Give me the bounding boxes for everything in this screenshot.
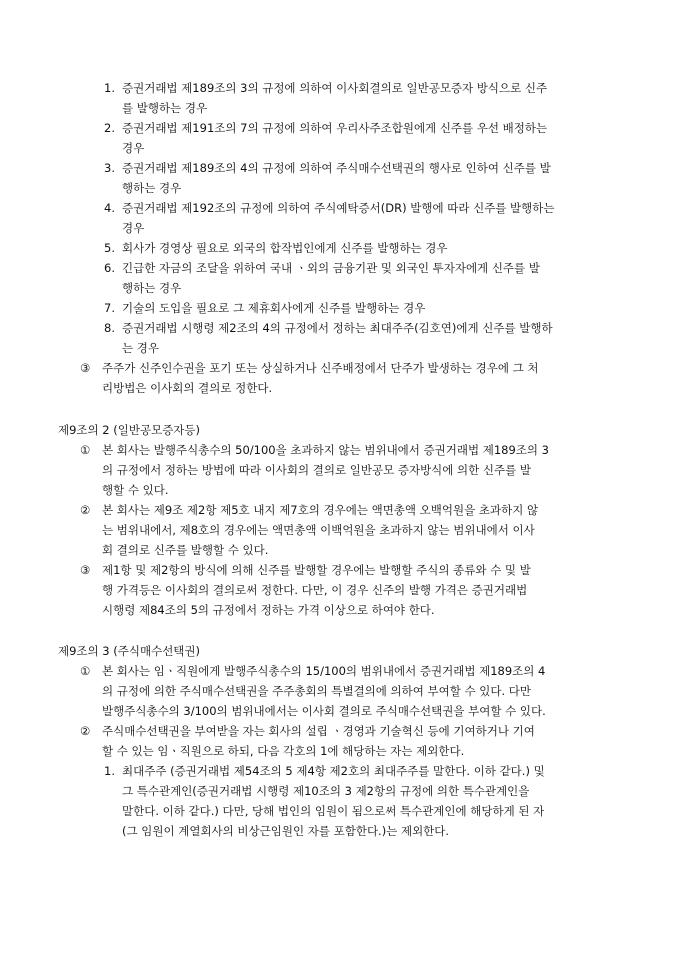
para-mark: ① bbox=[80, 443, 91, 457]
para-line: 리방법은 이사회의 결의로 정한다. bbox=[102, 381, 273, 395]
item-line: 말한다. 이하 같다.) 다만, 당해 법인의 임원이 됨으로써 특수관계인에 해당하게 된 자 bbox=[122, 804, 545, 818]
article-9-3-title: 제9조의 3 (주식매수선택권) bbox=[58, 644, 201, 658]
para-mark: ③ bbox=[80, 361, 91, 375]
para-line: ③ 제1항 및 제2항의 방식에 의해 신주를 발행할 경우에는 발행할 주식의 종류와 수 및 발 bbox=[80, 560, 531, 580]
item-line: (그 임원이 계열회사의 비상근임원인 자를 포함한다.)는 제외한다. bbox=[122, 824, 450, 838]
item-line: 3. 증권거래법 제189조의 4의 규정에 의하여 주식매수선택권의 행사로 인하여 신주를 발 bbox=[104, 161, 551, 175]
para-mark: ① bbox=[80, 664, 91, 678]
item-line: 경우 bbox=[122, 141, 145, 155]
item-line: 행하는 경우 bbox=[122, 281, 182, 295]
para-line: 행할 수 있다. bbox=[102, 483, 169, 497]
para-line: ① 본 회사는 발행주식총수의 50/100을 초과하지 않는 범위내에서 증권거래법 제189조의 3 bbox=[80, 440, 549, 460]
item-line: 8. 증권거래법 시행령 제2조의 4의 규정에서 정하는 최대주주(김호연)에게 신주를 발행하 bbox=[104, 321, 553, 335]
para-line: ② 본 회사는 제9조 제2항 제5호 내지 제7호의 경우에는 액면총액 오백억원을 초과하지 않 bbox=[80, 500, 538, 520]
item-line: 6. 긴급한 자금의 조달을 위하여 국내 ㆍ외의 금융기관 및 외국인 투자자에게 신주를 발 bbox=[104, 261, 540, 275]
item-line: 는 경우 bbox=[122, 341, 159, 355]
para-line: ② 주식매수선택권을 부여받을 자는 회사의 설립 ㆍ경영과 기술혁신 등에 기여하거나 기여 bbox=[80, 721, 535, 741]
para-line: ③ 주주가 신주인수권을 포기 또는 상실하거나 신주배정에서 단주가 발생하는 경우에 그 처 bbox=[80, 358, 538, 378]
para-line: 행 가격등은 이사회의 결의로써 정한다. 다만, 이 경우 신주의 발행 가격은 증권거래법 bbox=[102, 583, 528, 597]
para-mark: ② bbox=[80, 724, 91, 738]
item-line: 경우 bbox=[122, 221, 145, 235]
para-line: ① 본 회사는 임ㆍ직원에게 발행주식총수의 15/100의 범위내에서 증권거래법 제189조의 4 bbox=[80, 661, 545, 681]
item-line: 4. 증권거래법 제192조의 규정에 의하여 주식예탁증서(DR) 발행에 따라 신주를 발행하는 bbox=[104, 201, 555, 215]
item-line: 7. 기술의 도입을 필요로 그 제휴회사에게 신주를 발행하는 경우 bbox=[104, 301, 426, 315]
item-line: 행하는 경우 bbox=[122, 181, 182, 195]
para-mark: ② bbox=[80, 503, 91, 517]
para-line: 의 규정에 의한 주식매수선택권을 주주총회의 특별결의에 의하여 부여할 수 있다. 다만 bbox=[102, 684, 532, 698]
item-line: 를 발행하는 경우 bbox=[122, 101, 208, 115]
para-line: 발행주식총수의 3/100의 범위내에서는 이사회 결의로 주식매수선택권을 부여할 수 있다. bbox=[102, 704, 546, 718]
para-line: 의 규정에서 정하는 방법에 따라 이사회의 결의로 일반공모 증자방식에 의한 신주를 발 bbox=[102, 463, 532, 477]
item-line: 1. 최대주주 (증권거래법 제54조의 5 제4항 제2호의 최대주주를 말한다. 이하 같다.) 및 bbox=[104, 764, 545, 778]
para-mark: ③ bbox=[80, 563, 91, 577]
article-9-2-title: 제9조의 2 (일반공모증자등) bbox=[58, 423, 201, 437]
item-line: 1. 증권거래법 제189조의 3의 규정에 의하여 이사회결의로 일반공모증자 방식으로 신주 bbox=[104, 81, 548, 95]
para-line: 회 결의로 신주를 발행할 수 있다. bbox=[102, 543, 269, 557]
para-line: 는 범위내에서, 제8호의 경우에는 액면총액 이백억원을 초과하지 않는 범위내에서 이사 bbox=[102, 523, 535, 537]
item-line: 5. 회사가 경영상 필요로 외국의 합작법인에게 신주를 발행하는 경우 bbox=[104, 241, 448, 255]
para-line: 할 수 있는 임ㆍ직원으로 하되, 다음 각호의 1에 해당하는 자는 제외한다. bbox=[102, 744, 465, 758]
item-line: 2. 증권거래법 제191조의 7의 규정에 의하여 우리사주조합원에게 신주를 우선 배정하는 bbox=[104, 121, 548, 135]
para-line: 시행령 제84조의 5의 규정에서 정하는 가격 이상으로 하여야 한다. bbox=[102, 603, 435, 617]
item-line: 그 특수관계인(증권거래법 시행령 제10조의 3 제2항의 규정에 의한 특수관계인을 bbox=[122, 784, 530, 798]
